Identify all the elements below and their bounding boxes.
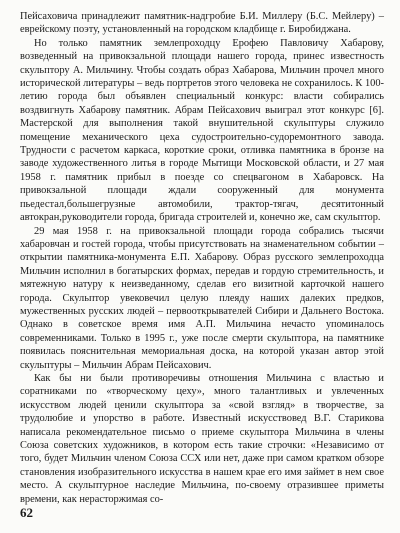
paragraph-continued: Пейсаховича принадлежит памятник-надгробие Б.И. Миллеру (Б.С. Мейлеру) – еврейскому поэту, установленный на городском кладбище г. Биробиджана. [20,11,384,36]
paragraph-monument-opening: 29 мая 1958 г. на привокзальной площади города собрались тысячи хабаровчан и гостей города, чтобы присутствовать на знаменательном событии – открытии памятника-монумента Е.П. Хабарову. Образ русского землепроходца Мильчин исполнил в богатырских формах, передав и гордую стремительность, и мятежную натуру к неизведанному, сделав его визитной карточкой нашего города. Скульптор увековечил целую плеяду наших далеких предков, мужественных русских людей – первооткрывателей Сибири и Дальнего Востока. Однако в советское время имя А.П. Мильчина нечасто упоминалось современниками. Только в 1995 г., уже после смерти скульптора, на памятнике появилась пояснительная мемориальная доска, на которой указан автор этой скульптуры – Мильчин Абрам Пейсахович. [20,225,384,371]
body-text [20,10,384,506]
paragraph-khabarov-monument: Но только памятник землепроходцу Ерофею Павловичу Хабарову, возведенный на привокзальной площади нашего города, принес известность скульптору А. Мильчину. Чтобы создать образ Хабарова, Мильчин прочел много исторической литературы – ведь портретов этого человека не сохранилось. К 100-летию города был объявлен специальный конкурс: власти собирались воздвигнуть Хабарову памятник. Абрам Пейсахович выиграл этот конкурс [6]. Мастерской для выполнения такой внушительной скульптуры служило помещение механического цеха судостроительно-судоремонтного завода. Трудности с расчетом каркаса, короткие сроки, отливка памятника в бронзе на заводе художественного литья в городе Мытищи Московской области, и 27 мая 1958 г. памятник прибыл в поезде со спецвагоном в Хабаровск. На привокзальной площади ждали сооруженный для монумента пьедестал,большегрузные автомобили, трактор-тягач, десятитонный автокран,руководители города, бригада строителей и, конечно же, сам скульптор. [20,37,384,224]
paragraph-artist-legacy: Как бы ни были противоречивы отношения Мильчина с властью и соратниками по «творческому цеху», много талантливых и увлеченных искусством людей ценили скульптора за «свой взгляд» в творчестве, за трудолюбие и упорство в работе. Известный искусствовед В.Г. Старикова написала рекомендательное письмо о приеме скульптора Мильчина в члены Союза советских художников, в котором есть такие строчки: «Независимо от того, будет Мильчин членом Союза ССХ или нет, даже при самом кратком обзоре становления изобразительного искусства в нашем крае его имя займет в нем свое место. А скульптурное наследие Мильчина, по-своему отразившее приметы времени, как нерасторжимая со- [20,372,384,505]
page-number: 62 [20,505,33,520]
